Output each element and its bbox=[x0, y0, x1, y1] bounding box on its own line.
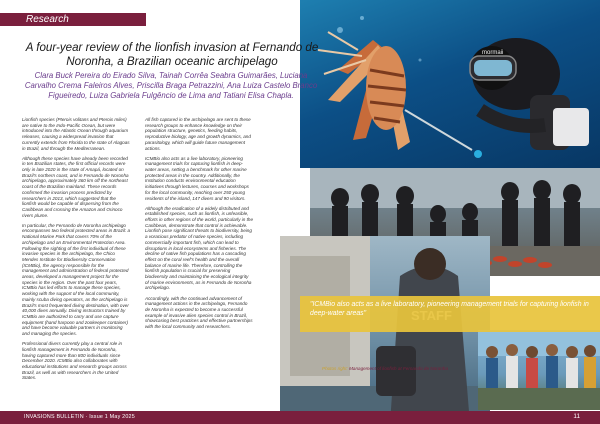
caption-text: Management of lionfish at Fernando de Noronha bbox=[349, 366, 448, 371]
paragraph: In particular, the Fernando de Noronha archipelago encompasses two federal protected areas in Brazil: a National Marine Park that covers 70% of the archipelago and an Environmental Protection Area. Following the sighting of the first individual of these invasive species in the archipelago, the Chico Mendes Institute for Biodiversity Conservation (ICMBio), the agency responsible for the management and administration of federal protected areas, developed a management project for the species in the region. Over the past four years, ICMBio has led efforts to manage these species, working with the support of the local community, mainly scuba diving operators, as the archipelago is Brazil's most frequented diving destination, with over 40,000 dives annually. Diving instructors trained by ICMBio are authorized to carry and use capture equipment (hand harpoon and zookeeper container) and have become valuable partners in monitoring and managing the species. bbox=[22, 222, 131, 337]
footer-publication: INVASIONS BULLETIN · Issue 1 May 2025 bbox=[24, 414, 135, 420]
paragraph: All fish captured in the archipelago are sent to these research groups to enhance knowledge on their population structure, genetics, feeding habits, reproductive biology, age and growth dynamics, and parasitology, which will guide future management actions. bbox=[145, 117, 251, 151]
mask-brand-text: mormaii bbox=[482, 50, 504, 56]
diver-lionfish-photo bbox=[300, 0, 600, 168]
people-illustration bbox=[478, 330, 600, 410]
paragraph: Accordingly, with the continued advancement of management actions in the archipelago, Fernando de Noronha is expected to become a successful example of invasive alien species control in Brazil, showcasing best practices and effective partnerships with the local community and researchers. bbox=[145, 295, 253, 330]
paragraph: ICMBio also acts as a live laboratory, pioneering management trials for capturing lionfish in deep-water areas, setting a benchmark for other marine protected areas in the country. Additionally, the Institution conducts environmental education initiatives through lectures, courses and workshops for the local community, reaching over 250 young residents of the island, 147 divers and 90 visitors. bbox=[145, 155, 249, 201]
section-tag bbox=[0, 13, 146, 26]
page-number: 11 bbox=[573, 413, 580, 420]
section-tag-label: Research bbox=[26, 14, 69, 25]
photo-caption bbox=[322, 366, 472, 372]
paragraph: Professional divers currently play a central role in lionfish management in Fernando de Noronha, having captured more than 800 individuals since December 2020. ICMBio also collaborates with educational institutions and research groups across Brazil, as well as with researchers in the United States. bbox=[22, 341, 127, 381]
pull-quote bbox=[300, 296, 600, 332]
people-on-boat-photo bbox=[478, 330, 600, 410]
caption-label: Photos right: bbox=[322, 366, 348, 371]
paragraph: Lionfish species (Pterois volitans and Pterois miles) are native to the Indo-Pacific Ocean, but were introduced into the Atlantic Ocean through aquarium releases, causing a widespread invasion that currently extends from Florida to the state of Alagoas in Brazil, and through the Mediterranean. bbox=[22, 117, 130, 151]
paragraph: Although these species have already been recorded in ten Brazilian states, the first official records were only in late 2020 in the state of Amapá, located on Brazil's northern coast, and in Fernando de Noronha archipelago, approximately 360 km off the northeast coast of the Brazilian mainland. These records confirmed the invasion process predicted by researchers in 2013, which suggested that the lionfish would be capable of dispersing from the Caribbean and crossing the Amazon and Orinoco rivers plume. bbox=[22, 155, 129, 218]
article-authors: Clara Buck Pereira do Eirado Silva, Tainah Corrêa Seabra Guimarães, Luciana Carvalho Crema Faleiros Alves, Priscilla Braga Petrazzini, Ana Luiza Castelo Branco Figueiredo, Luiza Gabriela Fulgêncio de Lima and Tatiani Elisa Chapla. bbox=[24, 71, 318, 101]
pull-quote-text: "ICMBio also acts as a live laboratory, pioneering management trials for capturing lionfish in deep-water areas" bbox=[310, 301, 589, 318]
paragraph: Although the eradication of a widely distributed and established species, such as lionfish, is unfeasible, efforts in other regions of the world, particularly in the Caribbean, demonstrate that control is achievable. Lionfish pose significant threats to biodiversity, being a voracious predator of native species, including commercially important fish, which can lead to disruptions in local ecosystems and fisheries. The decline of native fish populations has a cascading effect on the coral reef's health and the overall balance of marine life. Therefore, controlling the lionfish population is crucial for preserving biodiversity and maintaining the ecological integrity of marine environments, as in Fernando de Noronha archipelago. bbox=[145, 205, 254, 291]
body-column-left bbox=[22, 117, 130, 386]
lionfish-figure bbox=[318, 32, 410, 150]
diver-lionfish-illustration bbox=[300, 0, 600, 168]
diver-figure bbox=[470, 38, 589, 158]
body-column-middle bbox=[145, 117, 253, 334]
article-title: A four-year review of the lionfish invasion at Fernando de Noronha, a Brazilian oceanic archipelago bbox=[25, 41, 319, 68]
page-footer bbox=[0, 411, 600, 424]
